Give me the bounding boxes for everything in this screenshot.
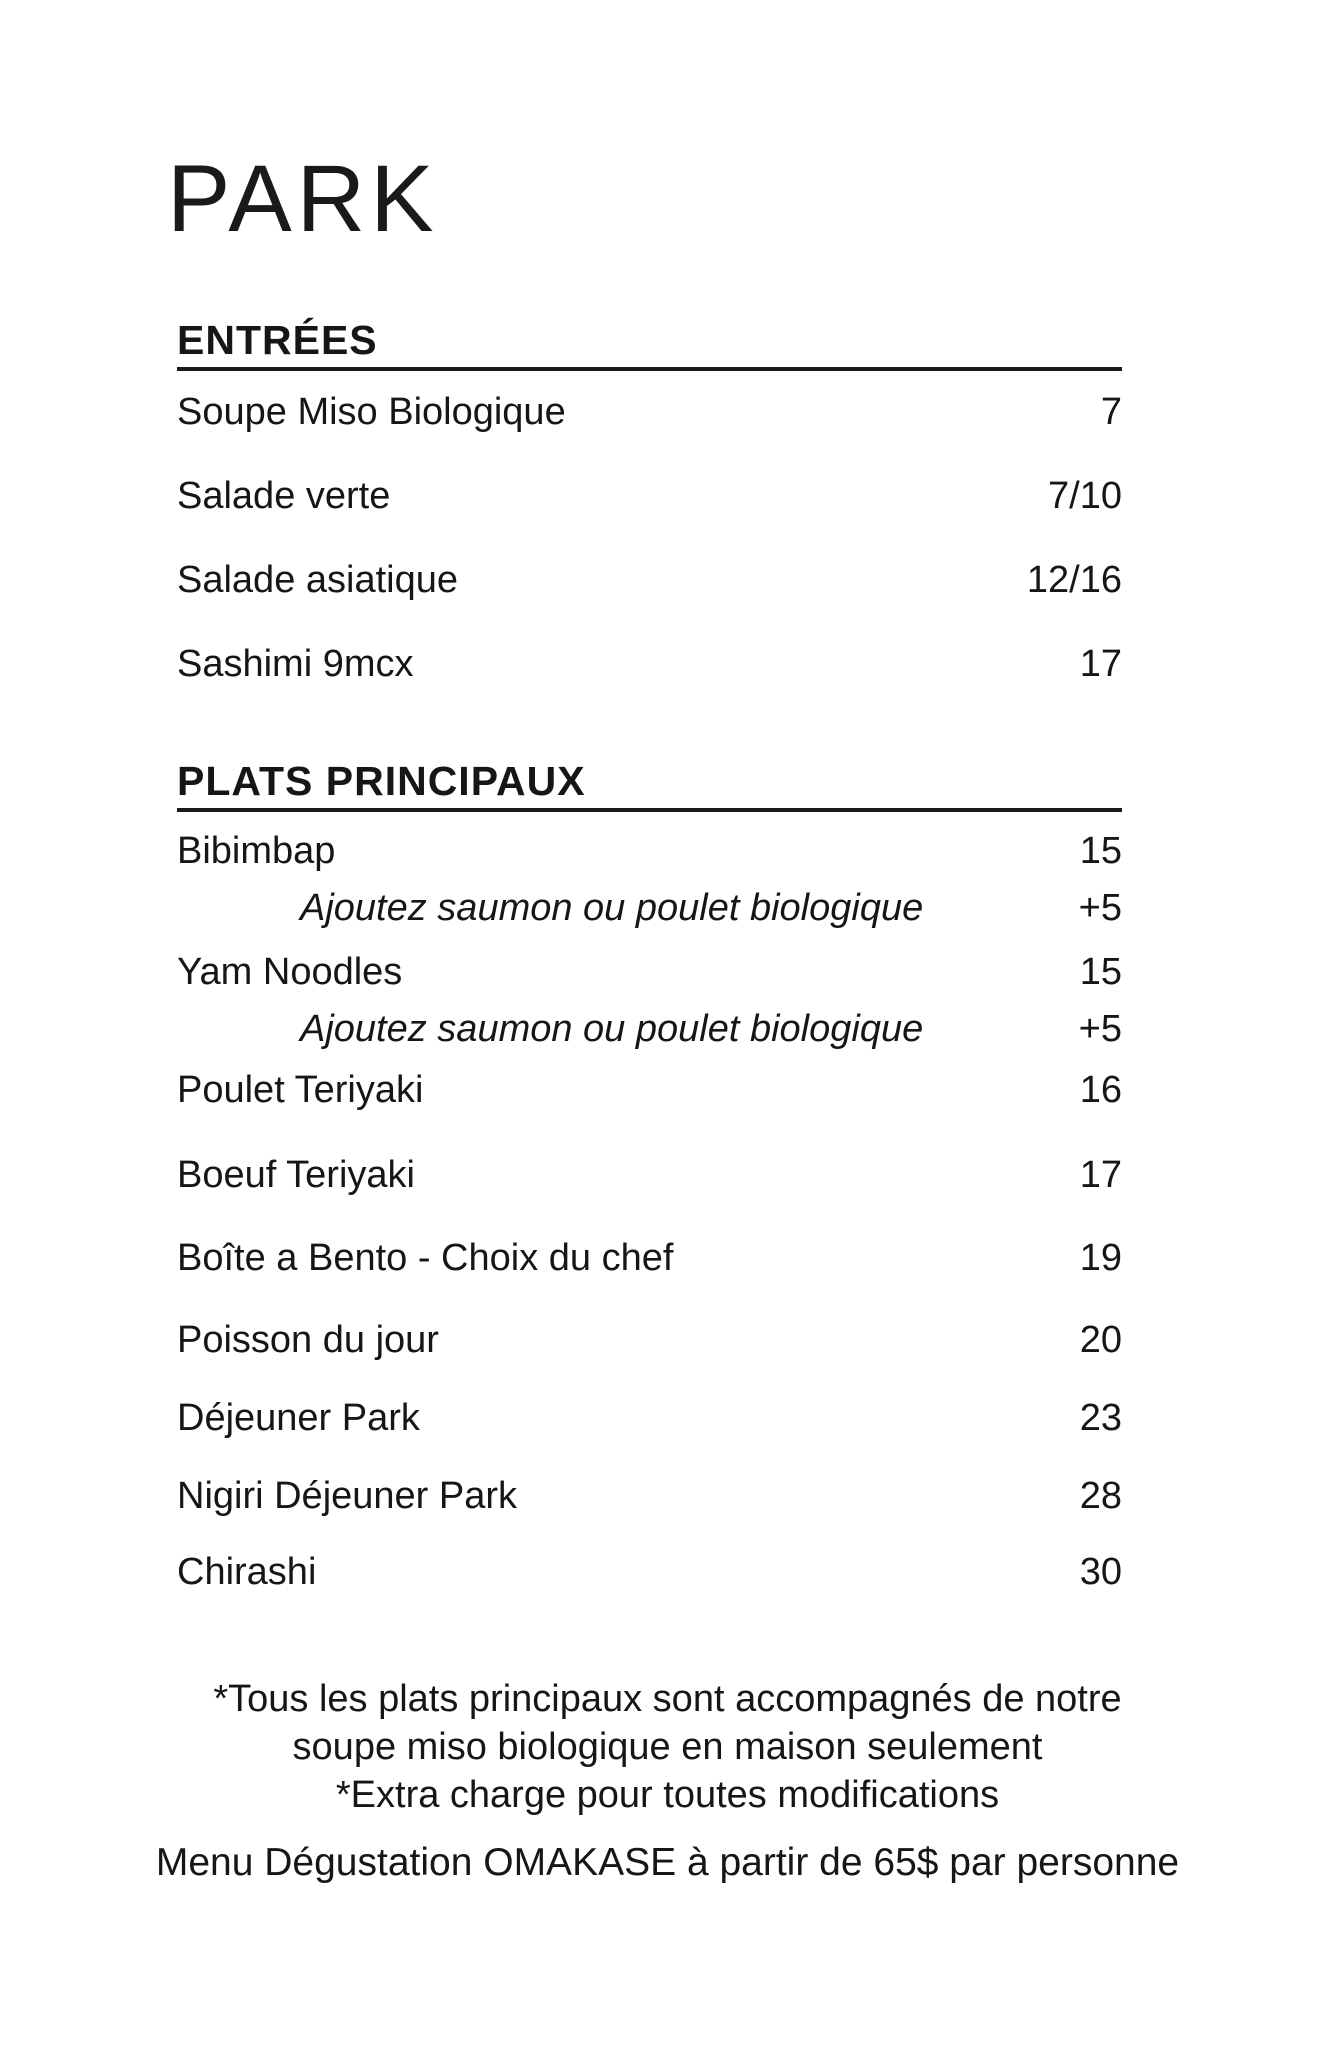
item-price: 7 (1100, 391, 1122, 433)
restaurant-name: PARK (167, 146, 439, 252)
item-name: Boeuf Teriyaki (177, 1154, 415, 1196)
item-name: Boîte a Bento - Choix du chef (177, 1237, 674, 1279)
item-price: 20 (1079, 1319, 1122, 1361)
menu-item-row (177, 1549, 1122, 1595)
item-name: Poisson du jour (177, 1319, 439, 1361)
item-price: 30 (1079, 1551, 1122, 1593)
menu-item-row (177, 1395, 1122, 1441)
menu-item-addon-row (177, 885, 1122, 931)
menu-footnotes (40, 1675, 1295, 1819)
item-name: Salade verte (177, 475, 391, 517)
menu-item-addon-row (177, 1006, 1122, 1052)
item-price: 17 (1079, 643, 1122, 685)
item-name: Déjeuner Park (177, 1397, 420, 1439)
item-price: 12/16 (1026, 559, 1122, 601)
section-heading-label: PLATS PRINCIPAUX (177, 758, 586, 804)
item-price: 7/10 (1048, 475, 1122, 517)
item-name: Poulet Teriyaki (177, 1069, 424, 1111)
item-price: 17 (1079, 1154, 1122, 1196)
item-price: 23 (1079, 1397, 1122, 1439)
item-name: Sashimi 9mcx (177, 643, 414, 685)
item-name: Soupe Miso Biologique (177, 391, 566, 433)
item-name: Chirashi (177, 1551, 317, 1593)
menu-item-row (177, 1067, 1122, 1113)
section-heading-label: ENTRÉES (177, 317, 378, 363)
menu-item-row (177, 828, 1122, 874)
footnote-line: *Extra charge pour toutes modifications (335, 1774, 1000, 1816)
item-price: +5 (1078, 887, 1122, 929)
menu-item-row (177, 473, 1122, 519)
item-price: 16 (1079, 1069, 1122, 1111)
menu-item-row (177, 1473, 1122, 1519)
item-name: Nigiri Déjeuner Park (177, 1475, 518, 1517)
item-name: Yam Noodles (177, 951, 403, 993)
section-heading-plats-principaux (177, 755, 1122, 812)
menu-item-row (177, 949, 1122, 995)
footnote-line: soupe miso biologique en maison seulement (292, 1726, 1043, 1768)
item-name: Ajoutez saumon ou poulet biologique (300, 1008, 924, 1050)
menu-item-row (177, 389, 1122, 435)
item-name: Ajoutez saumon ou poulet biologique (300, 887, 924, 929)
menu-item-row (177, 557, 1122, 603)
tasting-menu-note: Menu Dégustation OMAKASE à partir de 65$ par personne (155, 1841, 1180, 1884)
item-price: +5 (1078, 1008, 1122, 1050)
menu-item-row (177, 1317, 1122, 1363)
menu-item-row (177, 1152, 1122, 1198)
section-heading-entrees (177, 314, 1122, 371)
menu-item-row (177, 1235, 1122, 1281)
menu-item-row (177, 641, 1122, 687)
footnote-line: *Tous les plats principaux sont accompagnés de notre (213, 1678, 1122, 1720)
item-name: Salade asiatique (177, 559, 458, 601)
item-name: Bibimbap (177, 830, 336, 872)
item-price: 28 (1079, 1475, 1122, 1517)
item-price: 15 (1079, 951, 1122, 993)
item-price: 15 (1079, 830, 1122, 872)
item-price: 19 (1079, 1237, 1122, 1279)
